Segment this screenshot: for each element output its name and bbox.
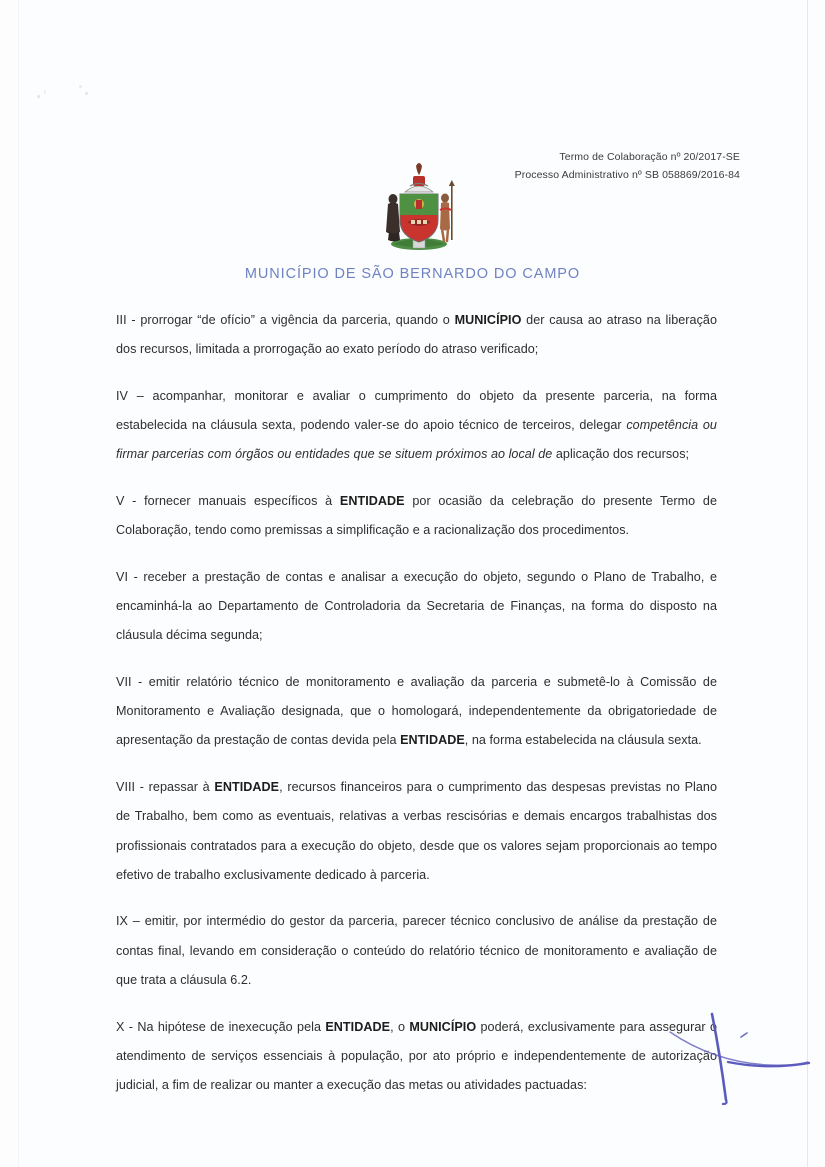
processo-reference: Processo Administrativo nº SB 058869/2016-84 <box>514 169 740 181</box>
termo-reference: Termo de Colaboração nº 20/2017-SE <box>559 151 740 163</box>
clause-paragraph: VI - receber a prestação de contas e analisar a execução do objeto, segundo o Plano de Trabalho, e encaminhá-la ao Departamento de Controladoria da Secretaria de Finanças, na forma do disposto na cláusula décima segunda; <box>116 569 717 643</box>
document-body <box>116 306 717 1100</box>
clause-paragraph: IV – acompanhar, monitorar e avaliar o cumprimento do objeto da presente parceria, na forma estabelecida na cláusula sexta, podendo valer-se do apoio técnico de terceiros, delegar competência ou firmar parcerias com órgãos ou entidades que se situem próximos ao local de aplicação dos recursos; <box>116 388 717 462</box>
scan-speck <box>79 85 82 88</box>
document-header <box>0 148 825 258</box>
clause-paragraph: VII - emitir relatório técnico de monitoramento e avaliação da parceria e submetê-lo à Comissão de Monitoramento e Avaliação designada, que o homologará, independentemente da obrigatoriedade de apresentação da prestação de contas devida pela ENTIDADE, na forma estabelecida na cláusula sexta. <box>116 675 717 748</box>
clause-paragraph: V - fornecer manuais específicos à ENTIDADE por ocasião da celebração do presente Termo de Colaboração, tendo como premissas a simplificação e a racionalização dos procedimentos. <box>116 494 718 538</box>
clause-paragraph: VIII - repassar à ENTIDADE, recursos financeiros para o cumprimento das despesas previstas no Plano de Trabalho, bem como as eventuais, relativas a verbas rescisórias e demais encargos trabalhistas dos profissionais contratados para a execução do objeto, desde que os valores sejam proporcionais ao tempo efetivo de trabalho exclusivamente dedicado à parceria. <box>116 780 717 882</box>
scan-speck <box>44 90 46 94</box>
municipality-title: MUNICÍPIO DE SÃO BERNARDO DO CAMPO <box>244 266 581 282</box>
clause-paragraph: IX – emitir, por intermédio do gestor da parceria, parecer técnico conclusivo de análise da prestação de contas final, levando em consideração o conteúdo do relatório técnico de monitoramento e avaliação de que trata a cláusula 6.2. <box>116 914 717 987</box>
scan-speck <box>85 92 88 95</box>
header-reference-lines <box>400 148 740 184</box>
clause-paragraph: III - prorrogar “de ofício” a vigência da parceria, quando o MUNICÍPIO der causa ao atraso na liberação dos recursos, limitada a prorrogação ao exato período do atraso verificado; <box>116 313 717 357</box>
scan-speck <box>37 95 40 98</box>
clause-paragraph: X - Na hipótese de inexecução pela ENTIDADE, o MUNICÍPIO poderá, exclusivamente para assegurar o atendimento de serviços essenciais à população, por ato próprio e independentemente de autorização judicial, a fim de realizar ou manter a execução das metas ou atividades pactuadas: <box>116 1019 718 1092</box>
